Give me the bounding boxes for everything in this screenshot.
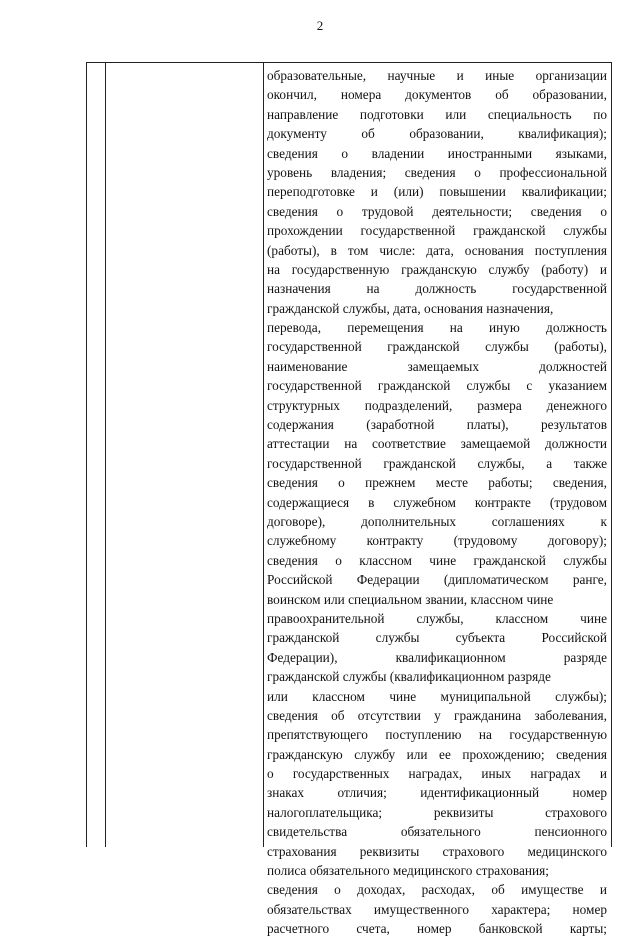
text-line: структурных подразделений, размера денежного <box>267 397 607 413</box>
column-divider-2 <box>263 63 264 847</box>
text-line: Российской Федерации (дипломатическом ранге, <box>267 572 607 588</box>
text-line: сведения о доходах, расходах, об имуществе и <box>267 882 607 898</box>
text-line: перевода, перемещения на иную должность <box>267 320 607 336</box>
text-line: назначения на должность государственной <box>267 281 607 297</box>
text-line: сведения об отсутствии у гражданина заболевания, <box>267 707 607 723</box>
text-line: Федерации), квалификационном разряде <box>267 649 607 665</box>
text-line: сведения о трудовой деятельности; сведения о <box>267 203 607 219</box>
text-line: гражданской службы (квалификационном разряде <box>267 669 551 685</box>
text-line: договоре), дополнительных соглашениях к <box>267 513 607 529</box>
text-line: направление подготовки или специальность по <box>267 106 607 122</box>
text-line: гражданской службы субъекта Российской <box>267 630 607 646</box>
text-line: окончил, номера документов об образовании, <box>267 87 607 103</box>
page-number: 2 <box>316 18 324 33</box>
text-line: наименование замещаемых должностей <box>267 358 607 374</box>
text-line: аттестации на соответствие замещаемой должности <box>267 436 607 452</box>
text-line: препятствующего поступлению на государственную <box>267 727 607 743</box>
text-line: правоохранительной службы, классном чине <box>267 610 607 626</box>
text-line: документу об образовании, квалификация); <box>267 126 607 142</box>
text-line: на государственную гражданскую службу (работу) и <box>267 261 607 277</box>
text-line: расчетного счета, номер банковской карты; <box>267 921 607 937</box>
text-line: переподготовке и (или) повышении квалификации; <box>267 184 607 200</box>
text-line: (работы), в том числе: дата, основания поступления <box>267 242 607 258</box>
text-line: содержащиеся в служебном контракте (трудовом <box>267 494 607 510</box>
column-divider-1 <box>105 63 106 847</box>
text-line: уровень владения; сведения о профессиональной <box>267 164 607 180</box>
text-line: знаках отличия; идентификационный номер <box>267 785 607 801</box>
text-line: государственной гражданской службы (работы), <box>267 339 607 355</box>
text-line: прохождении государственной гражданской службы <box>267 223 607 239</box>
text-line: налогоплательщика; реквизиты страхового <box>267 804 607 820</box>
text-line: полиса обязательного медицинского страхования; <box>267 863 549 879</box>
text-line: свидетельства обязательного пенсионного <box>267 824 607 840</box>
text-line: о государственных наградах, иных наградах и <box>267 766 607 782</box>
text-line: гражданскую службу или ее прохождению; сведения <box>267 746 607 762</box>
text-line: образовательные, научные и иные организации <box>267 68 607 83</box>
text-line: сведения о классном чине гражданской службы <box>267 552 607 568</box>
text-line: сведения о владении иностранными языками, <box>267 145 607 161</box>
text-line: страхования реквизиты страхового медицинского <box>267 843 607 859</box>
text-line: служебному контракту (трудовому договору); <box>267 533 607 549</box>
text-line: государственной гражданской службы, а также <box>267 455 607 471</box>
text-line: сведения о прежнем месте работы; сведения, <box>267 475 607 491</box>
text-line: обязательствах имущественного характера; номер <box>267 901 607 917</box>
text-line: государственной гражданской службы с указанием <box>267 378 607 394</box>
text-line: или классном чине муниципальной службы); <box>267 688 607 704</box>
text-line: содержания (заработной платы), результатов <box>267 417 607 433</box>
text-line: воинском или специальном звании, классном чине <box>267 591 554 607</box>
text-line: гражданской службы, дата, основания назначения, <box>267 300 554 316</box>
personal-data-description-cell <box>267 66 607 939</box>
document-table <box>86 62 612 937</box>
